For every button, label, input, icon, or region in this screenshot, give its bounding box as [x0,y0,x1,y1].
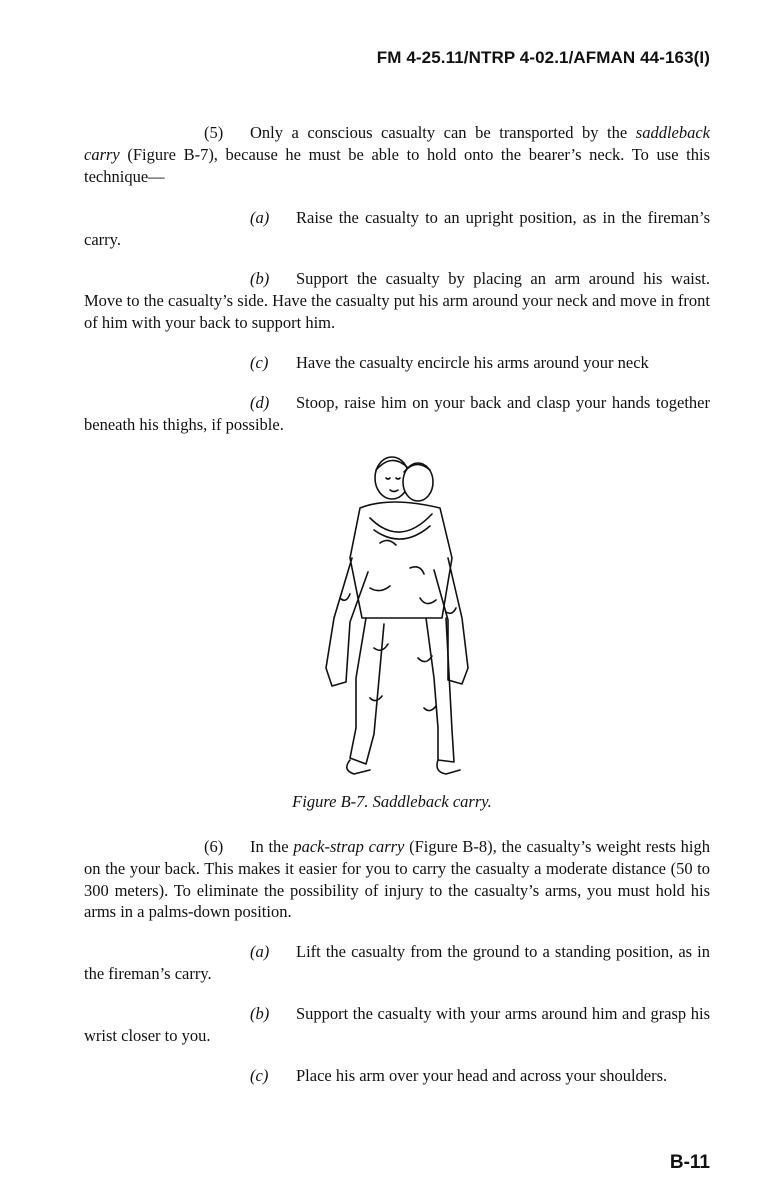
step-6c: (c) Place his arm over your head and across your shoulders. [250,1066,668,1085]
step-6b: (b) Support the casualty with your arms around him and grasp his wrist closer to you. [84,1004,710,1045]
paragraph-6: (6) In the pack-strap carry (Figure B-8), the casualty’s weight rests high on the your back. This makes it easier for you to carry the casualty a moderate distance (50 to 300 meters). To eliminate the possibility of injury to the casualty’s arms, you must hold his arms in a palms-down position. [84,837,711,922]
step-label: (c) [250,1066,269,1085]
step-6a: (a) Lift the casualty from the ground to a standing position, as in the fireman’s carry. [84,942,710,983]
paragraph-5: (5) Only a conscious casualty can be transported by the saddleback carry (Figure B-7), because he must be able to hold onto the bearer’s neck. To use this technique— [84,123,711,186]
step-label: (c) [250,353,269,372]
figure-caption: Figure B-7. Saddleback carry. [292,792,492,811]
term-pack-strap-carry: pack-strap carry [293,837,405,856]
page-number: B-11 [669,1152,710,1173]
step-label: (d) [250,393,270,412]
saddleback-carry-illustration [300,448,490,778]
step-label: (a) [250,208,270,227]
step-5b: (b) Support the casualty by placing an arm around his waist. Move to the casualty’s side. Have the casualty put his arm around your neck and move in front of him with your back to support him. [84,269,710,332]
term-saddleback-carry: saddleback carry [84,123,711,164]
step-label: (b) [250,1004,270,1023]
step-5a: (a) Raise the casualty to an upright position, as in the fireman’s carry. [84,208,710,249]
step-5d: (d) Stoop, raise him on your back and clasp your hands together beneath his thighs, if possible. [84,393,710,434]
step-label: (a) [250,942,270,961]
running-header: FM 4-25.11/NTRP 4-02.1/AFMAN 44-163(I) [376,48,710,67]
paragraph-number: (5) [204,123,224,142]
step-label: (b) [250,269,270,288]
paragraph-number: (6) [204,837,224,856]
step-5c: (c) Have the casualty encircle his arms around your neck [250,353,649,372]
